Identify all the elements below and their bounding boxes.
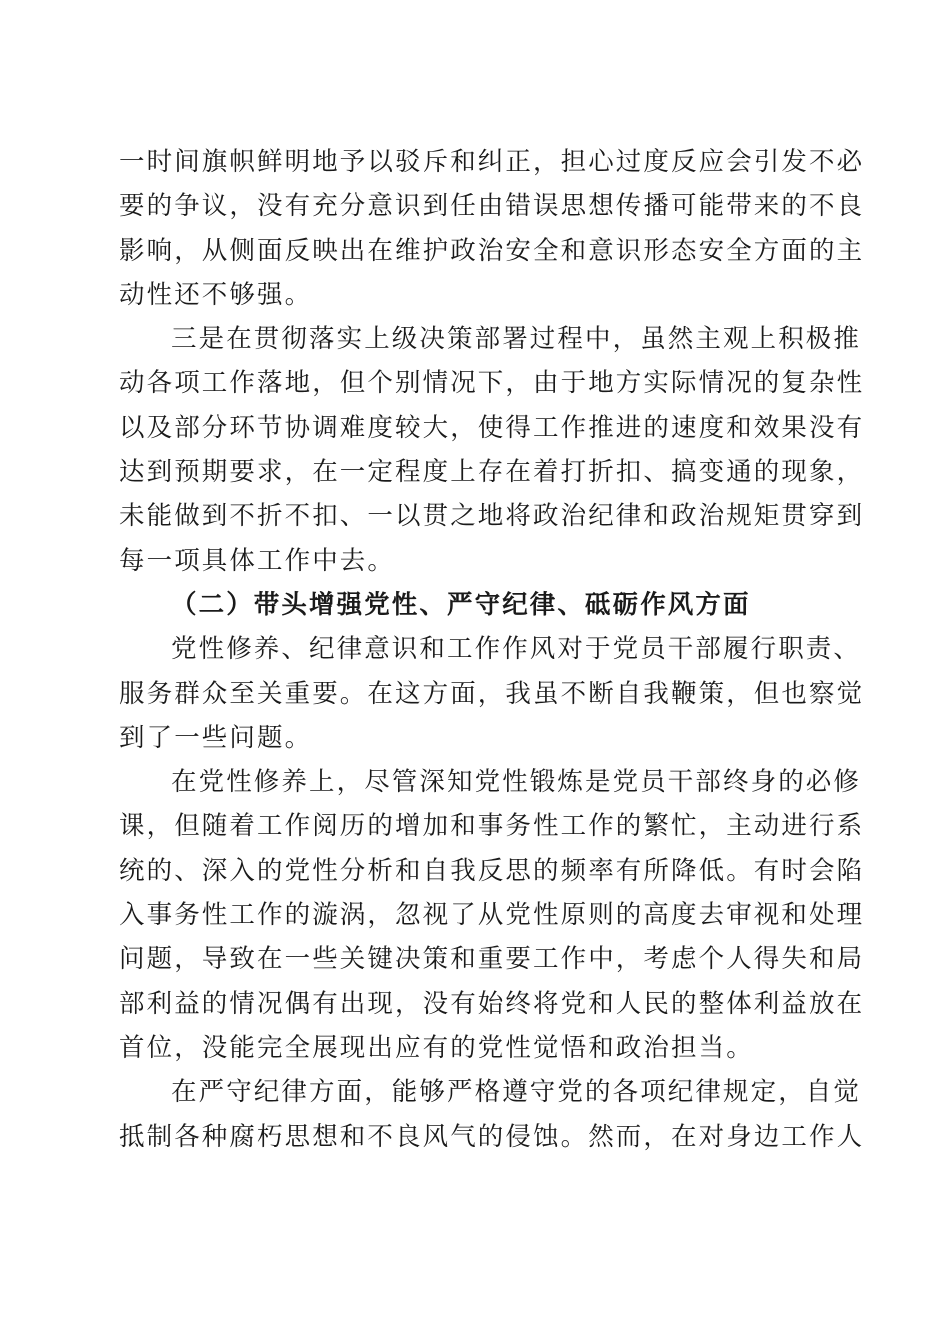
text-line: 抵制各种腐朽思想和不良风气的侵蚀。然而，在对身边工作人 <box>119 1121 865 1152</box>
text-line: 三是在贯彻落实上级决策部署过程中，虽然主观上积极推 <box>171 324 862 355</box>
paragraph-1 <box>119 140 865 317</box>
document-body <box>119 140 865 1159</box>
text-line: 入事务性工作的漩涡，忽视了从党性原则的高度去审视和处理 <box>119 900 865 931</box>
text-line: 首位，没能完全展现出应有的党性觉悟和政治担当。 <box>119 1032 754 1063</box>
text-line: 达到预期要求，在一定程度上存在着打折扣、搞变通的现象， <box>119 457 865 488</box>
text-line: 在严守纪律方面，能够严格遵守党的各项纪律规定，自觉 <box>171 1077 862 1108</box>
text-line: 每一项具体工作中去。 <box>119 545 396 576</box>
text-line: 部利益的情况偶有出现，没有始终将党和人民的整体利益放在 <box>119 988 865 1019</box>
text-line: 一时间旗帜鲜明地予以驳斥和纠正，担心过度反应会引发不必 <box>119 147 865 177</box>
text-line: 党性修养、纪律意识和工作作风对于党员干部履行职责、 <box>171 634 862 665</box>
text-line: 服务群众至关重要。在这方面，我虽不断自我鞭策，但也察觉 <box>119 678 865 709</box>
text-line: 要的争议，没有充分意识到任由错误思想传播可能带来的不良 <box>119 191 865 222</box>
section-heading <box>119 583 823 627</box>
text-line: 动性还不够强。 <box>119 279 313 310</box>
text-line: 以及部分环节协调难度较大，使得工作推进的速度和效果没有 <box>119 412 865 443</box>
text-line: 未能做到不折不扣、一以贯之地将政治纪律和政治规矩贯穿到 <box>119 501 865 532</box>
text-line: 在党性修养上，尽管深知党性锻炼是党员干部终身的必修 <box>171 767 862 798</box>
paragraph-4 <box>119 760 865 1070</box>
text-line: 动各项工作落地，但个别情况下，由于地方实际情况的复杂性 <box>119 368 865 399</box>
paragraph-5 <box>119 1070 865 1159</box>
heading-line: （二）带头增强党性、严守纪律、砥砺作风方面 <box>171 589 751 620</box>
text-line: 影响，从侧面反映出在维护政治安全和意识形态安全方面的主 <box>119 235 865 266</box>
text-line: 课，但随着工作阅历的增加和事务性工作的繁忙，主动进行系 <box>119 811 865 842</box>
paragraph-3 <box>119 627 865 760</box>
text-line: 统的、深入的党性分析和自我反思的频率有所降低。有时会陷 <box>119 855 865 886</box>
text-line: 问题，导致在一些关键决策和重要工作中，考虑个人得失和局 <box>119 944 865 975</box>
text-line: 到了一些问题。 <box>119 722 313 753</box>
paragraph-2 <box>119 317 865 583</box>
